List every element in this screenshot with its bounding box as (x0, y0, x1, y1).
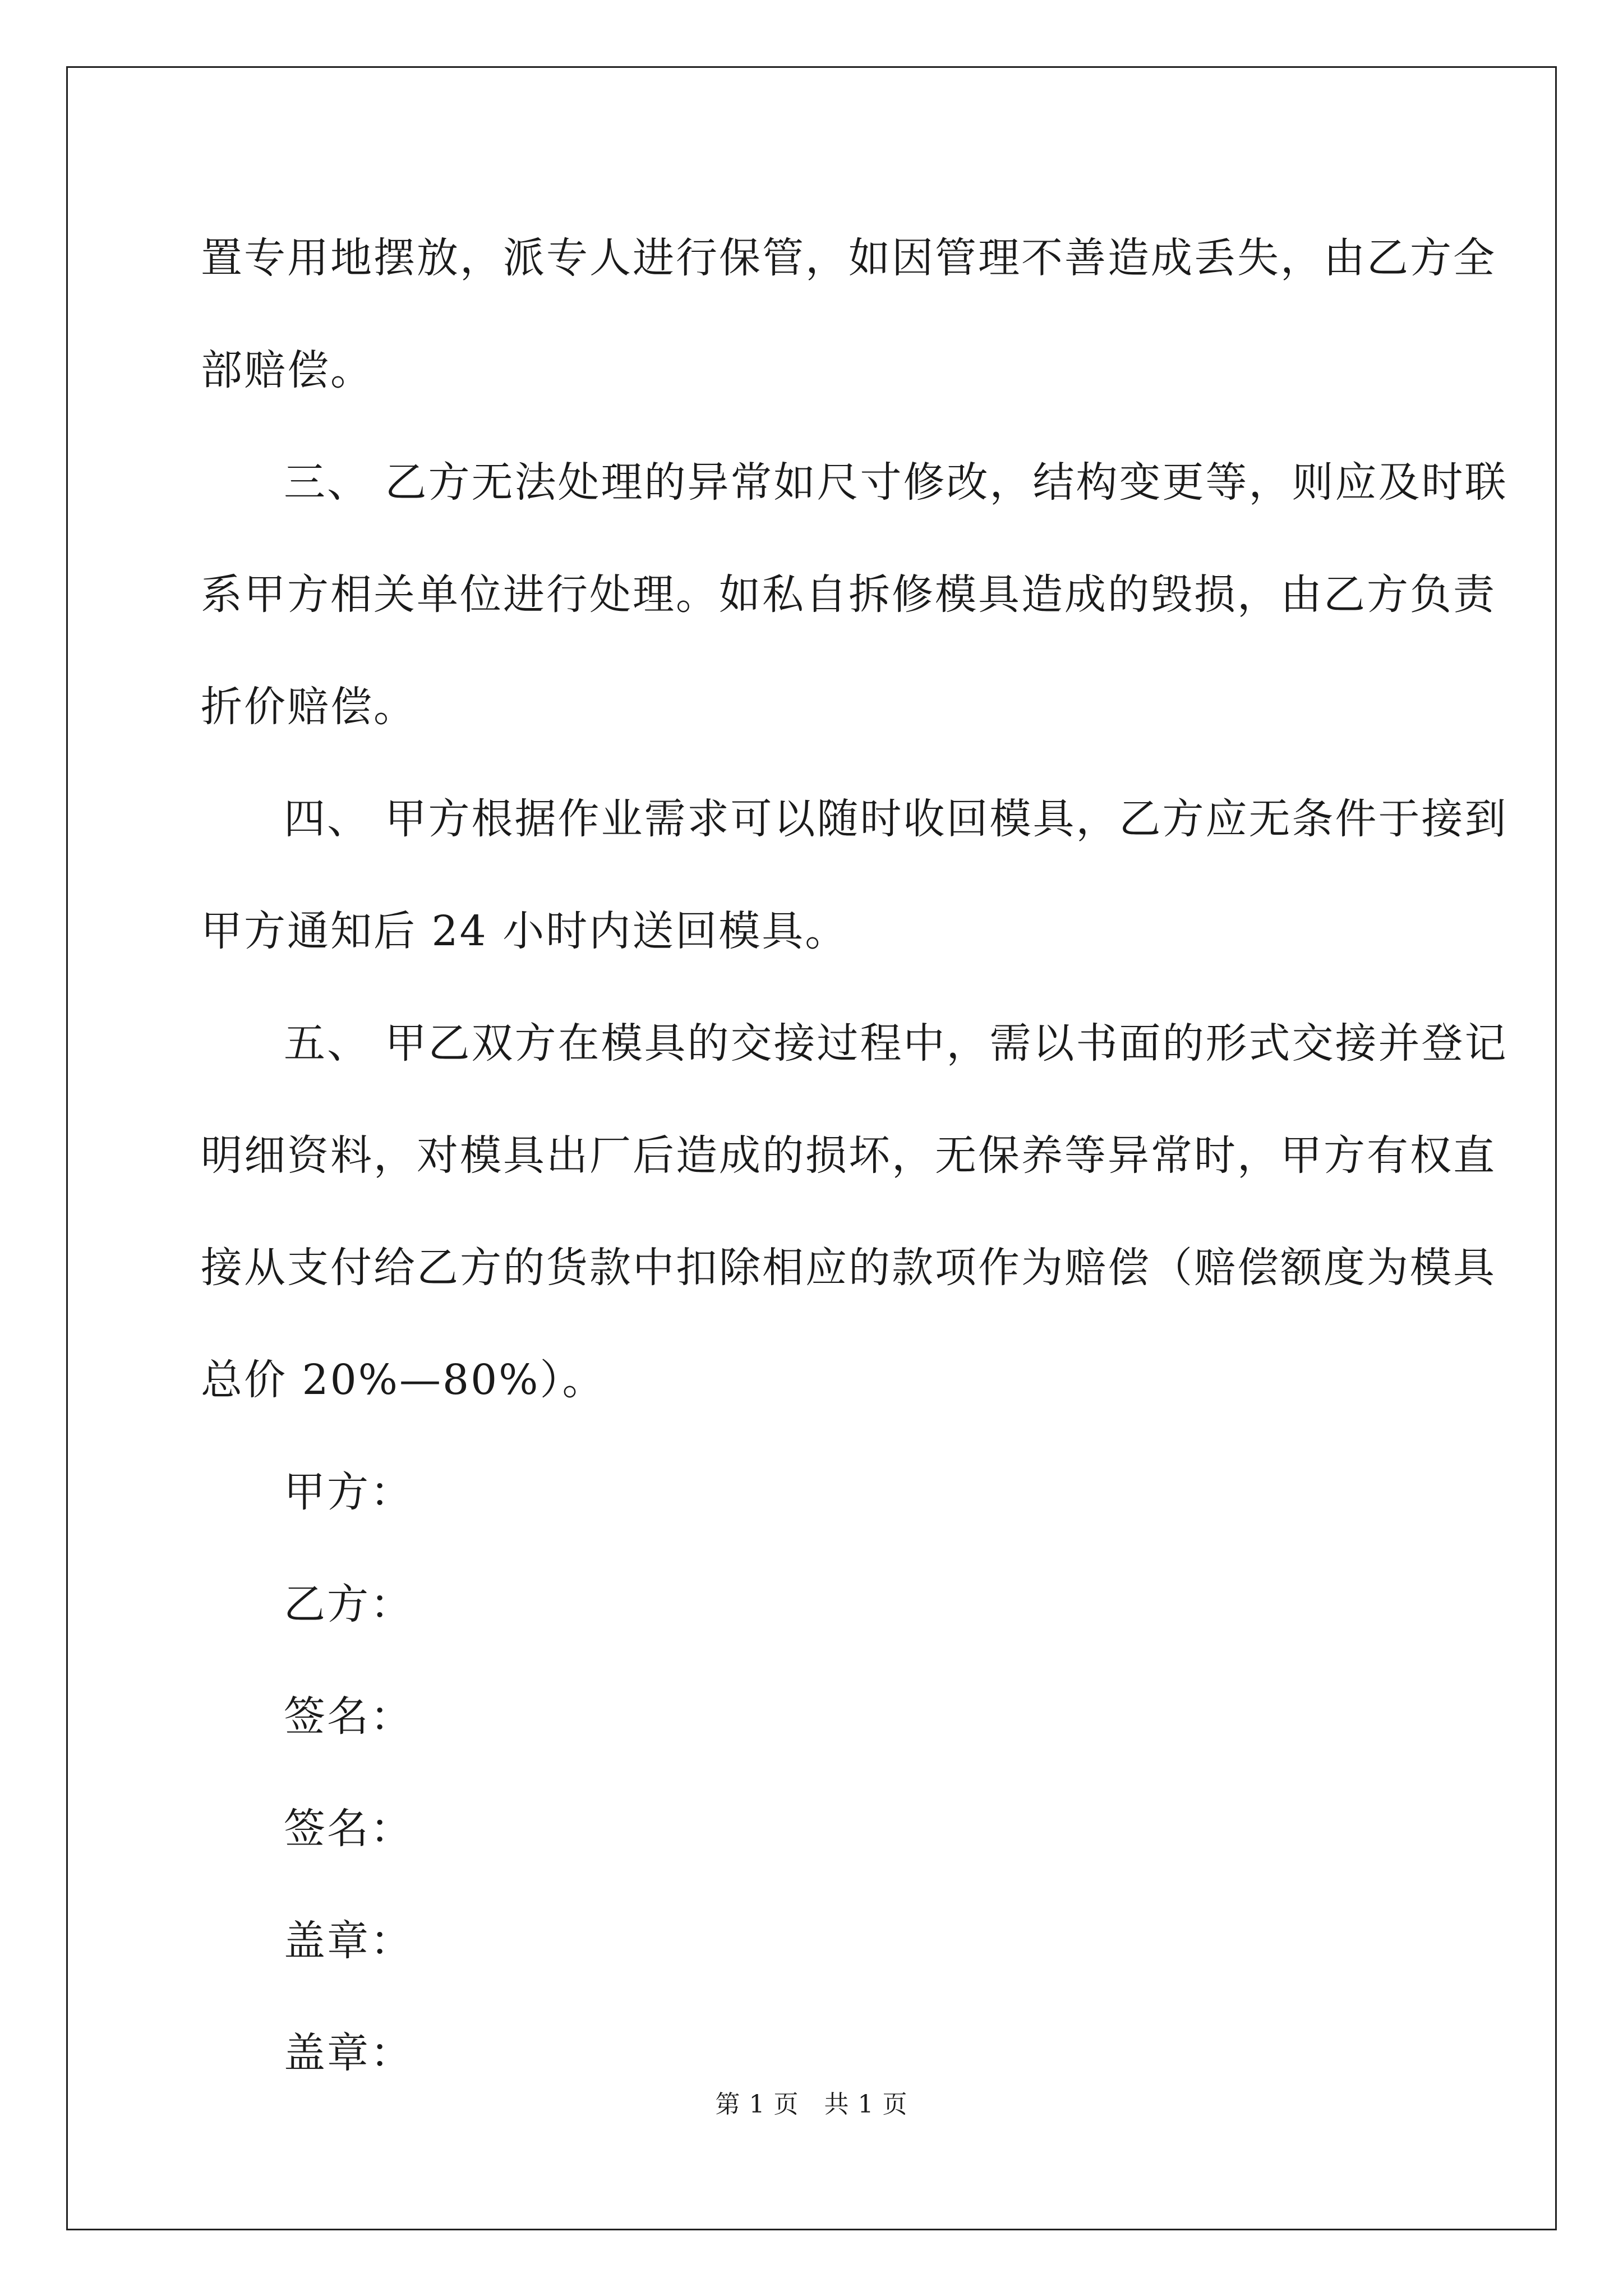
page-number-footer: 第 1 页 共 1 页 (715, 2090, 908, 2119)
clause-three-line: 三、 乙方无法处理的异常如尺寸修改，结构变更等，则应及时联 (284, 458, 1508, 507)
document-body (201, 202, 1508, 2109)
seal-field-b: 盖章： (284, 2029, 413, 2077)
paragraph-line: 甲方通知后 24 小时内送回模具。 (201, 907, 849, 955)
clause-five-line: 五、 甲乙双方在模具的交接过程中，需以书面的形式交接并登记 (284, 1019, 1508, 1068)
paragraph-line: 系甲方相关单位进行处理。如私自拆修模具造成的毁损，由乙方负责 (201, 570, 1496, 619)
signature-field-a: 签名： (284, 1692, 413, 1741)
signature-field-b: 签名： (284, 1805, 413, 1853)
paragraph-line: 置专用地摆放，派专人进行保管，如因管理不善造成丢失，由乙方全 (201, 234, 1496, 282)
paragraph-line: 接从支付给乙方的货款中扣除相应的款项作为赔偿（赔偿额度为模具 (201, 1244, 1496, 1292)
party-b-field: 乙方： (284, 1580, 413, 1628)
paragraph-line: 折价赔偿。 (201, 683, 417, 731)
paragraph-line: 部赔偿。 (201, 346, 374, 394)
paragraph-line: 明细资料，对模具出厂后造成的损坏，无保养等异常时，甲方有权直 (201, 1131, 1496, 1180)
clause-four-line: 四、 甲方根据作业需求可以随时收回模具，乙方应无条件于接到 (284, 795, 1508, 843)
paragraph-line: 总价 20%—80%）。 (201, 1356, 606, 1404)
party-a-field: 甲方： (284, 1468, 413, 1516)
seal-field-a: 盖章： (284, 1917, 413, 1965)
